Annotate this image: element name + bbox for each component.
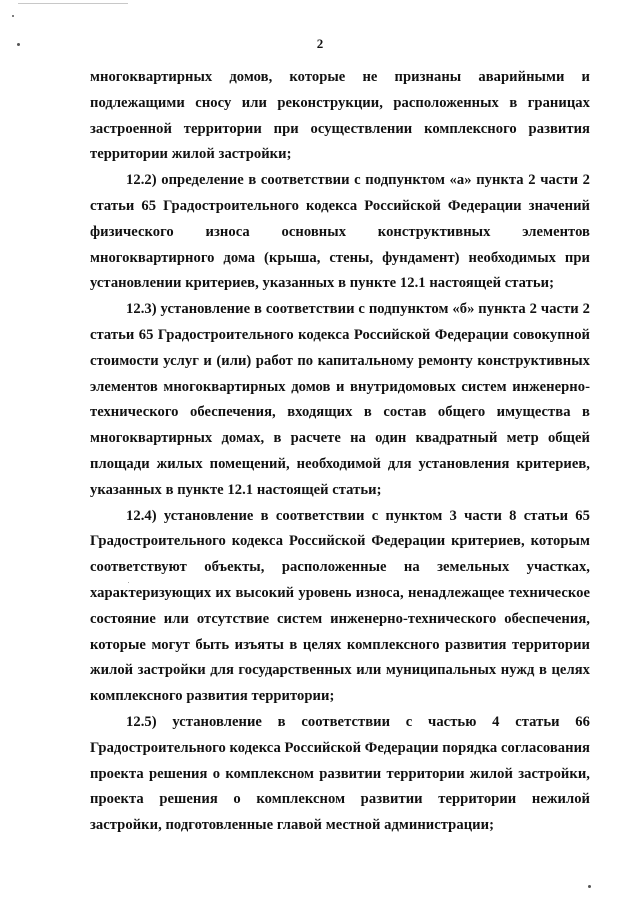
scan-artifact-dot [12,15,14,17]
paragraph-12-2: 12.2) определение в соответствии с подпунктом «а» пункта 2 части 2 статьи 65 Градостроительного кодекса Российской Федерации значений физического износа основных конструктивных элементов многоквартирного дома (крыша, стены, фундамент) необходимых при установлении критериев, указанных в пункте 12.1 настоящей статьи; [90,172,590,292]
paragraph-continuation: многоквартирных домов, которые не признаны аварийными и подлежащими сносу или реконструкции, расположенных в границах застроенной территории при осуществлении комплексного развития территории жилой застройки; [90,69,590,163]
page-number: 2 [316,36,324,51]
paragraph-12-5: 12.5) установление в соответствии с частью 4 статьи 66 Градостроительного кодекса Российской Федерации порядка согласования проекта решения о комплексном развитии территории жилой застройки, проекта решения о комплексном развитии территории нежилой застройки, подготовленные главой местной администрации; [90,713,590,834]
document-body [90,65,590,839]
paragraph-12-4: 12.4) установление в соответствии с пунктом 3 части 8 статьи 65 Градостроительного кодекса Российской Федерации критериев, которым соответствуют объекты, расположенные на земельных участках, характеризующих их высокий уровень износа, ненадлежащее техническое состояние или отсутствие систем инженерно-технического обеспечения, которые могут быть изъяты в целях комплексного развития территории жилой застройки для государственных или муниципальных нужд в целях комплексного развития территории; [90,507,590,705]
scan-artifact-line [18,3,128,4]
scan-artifact-dot [588,885,591,888]
paragraph-12-3: 12.3) установление в соответствии с подпунктом «б» пункта 2 части 2 статьи 65 Градостроительного кодекса Российской Федерации совокупной стоимости услуг и (или) работ по капитальному ремонту конструктивных элементов многоквартирных домов и внутридомовых систем инженерно-технического обеспечения, входящих в состав общего имущества в многоквартирных домах, в расчете на один квадратный метр общей площади жилых помещений, необходимой для установления критериев, указанных в пункте 12.1 настоящей статьи; [90,301,590,498]
